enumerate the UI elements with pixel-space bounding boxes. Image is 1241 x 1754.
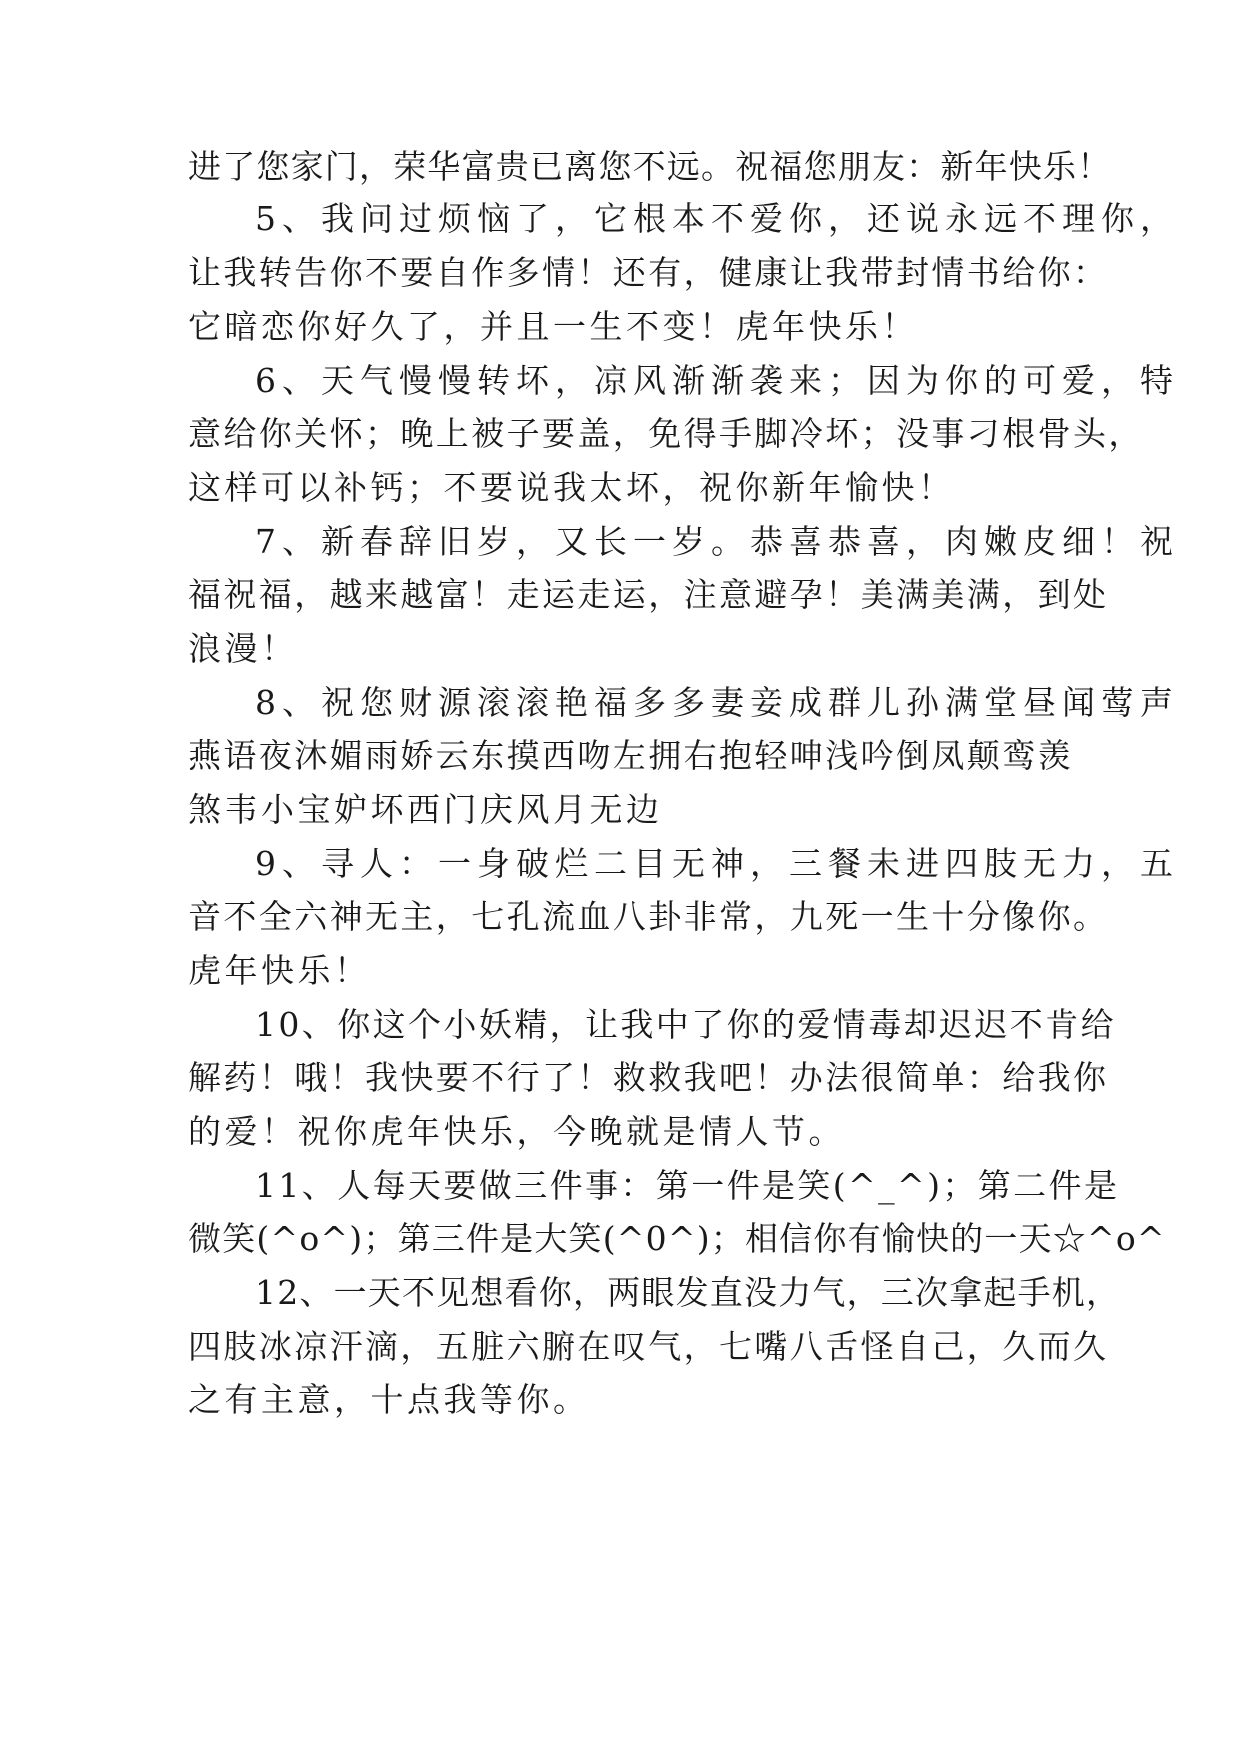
- text-line: 虎年快乐！: [188, 951, 371, 990]
- text-line: 微笑(^o^)；第三件是大笑(^0^)；相信你有愉快的一天☆^o^: [188, 1219, 1166, 1258]
- text-line: 福祝福，越来越富！走运走运，注意避孕！美满美满，到处: [188, 575, 1109, 614]
- text-line: 解药！哦！我快要不行了！救救我吧！办法很简单：给我你: [188, 1058, 1109, 1097]
- text-line: 这样可以补钙；不要说我太坏，祝你新年愉快！: [188, 468, 955, 507]
- paragraph-6-line: 6、天气慢慢转坏，凉风渐渐袭来；因为你的可爱，特: [255, 361, 1179, 400]
- text-line: 燕语夜沐媚雨娇云东摸西吻左拥右抱轻呻浅吟倒凤颠鸾羡: [188, 736, 1073, 775]
- paragraph-5-line: 5、我问过烦恼了，它根本不爱你，还说永远不理你，: [255, 199, 1179, 238]
- text-line: 它暗恋你好久了，并且一生不变！虎年快乐！: [188, 307, 918, 346]
- text-line: 煞韦小宝妒坏西门庆风月无边: [188, 790, 663, 829]
- paragraph-7-line: 7、新春辞旧岁，又长一岁。恭喜恭喜，肉嫩皮细！祝: [255, 522, 1179, 561]
- text-line: 的爱！祝你虎年快乐，今晚就是情人节。: [188, 1112, 845, 1151]
- text-line: 四肢冰凉汗滴，五脏六腑在叹气，七嘴八舌怪自己，久而久: [188, 1327, 1109, 1366]
- text-line: 让我转告你不要自作多情！还有，健康让我带封情书给你：: [188, 253, 1109, 292]
- text-line: 音不全六神无主，七孔流血八卦非常，九死一生十分像你。: [188, 897, 1109, 936]
- paragraph-11-line: 11、人每天要做三件事：第一件是笑(^_^)；第二件是: [255, 1166, 1120, 1205]
- paragraph-8-line: 8、祝您财源滚滚艳福多多妻妾成群儿孙满堂昼闻莺声: [255, 683, 1179, 722]
- text-line: 浪漫！: [188, 629, 298, 668]
- paragraph-12-line: 12、一天不见想看你，两眼发直没力气，三次拿起手机，: [255, 1273, 1121, 1312]
- text-line: 之有主意，十点我等你。: [188, 1380, 590, 1419]
- paragraph-9-line: 9、寻人：一身破烂二目无神，三餐未进四肢无力，五: [255, 844, 1179, 883]
- text-line: 意给你关怀；晚上被子要盖，免得手脚冷坏；没事刁根骨头，: [188, 414, 1144, 453]
- text-line: 进了您家门，荣华富贵已离您不远。祝福您朋友：新年快乐！: [188, 147, 1112, 186]
- paragraph-10-line: 10、你这个小妖精，让我中了你的爱情毒却迟迟不肯给: [255, 1005, 1116, 1044]
